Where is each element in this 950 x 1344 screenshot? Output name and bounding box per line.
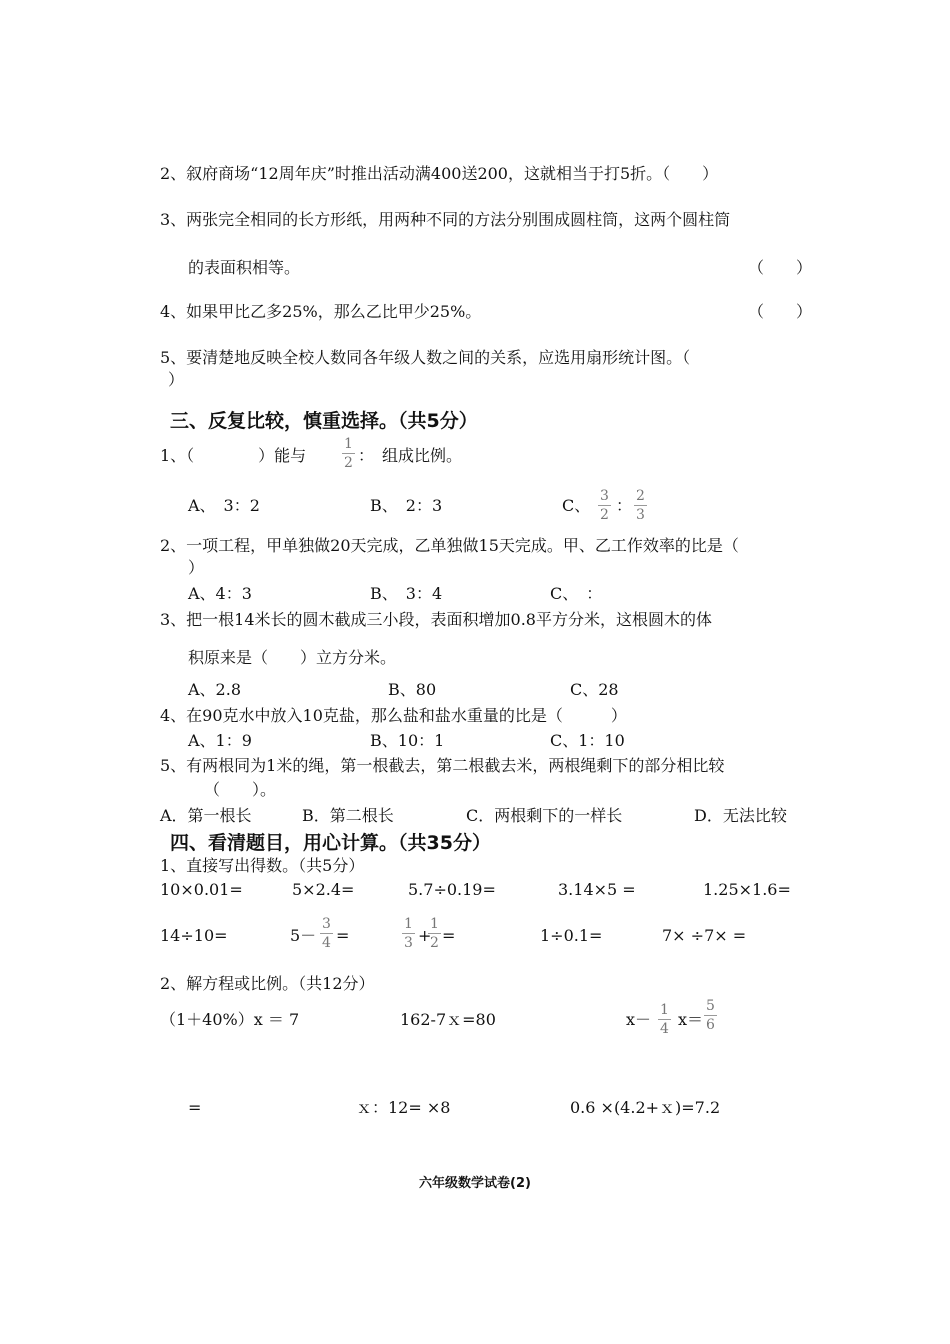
s3-q4-line: 4、在90克水中放入10克盐，那么盐和盐水重量的比是（ ） [160, 706, 627, 725]
section4-title: 四、看清题目，用心计算。（共35分） [170, 832, 491, 854]
frac-den: 4 [660, 1021, 669, 1037]
s3-q1-option-b[interactable]: B、 2：3 [370, 496, 443, 515]
s3-q5-option-a[interactable]: A．第一根长 [160, 806, 252, 825]
s3-q1-text-b: ： 组成比例。 [358, 446, 463, 465]
judge-q4-paren[interactable]: （ ） [748, 302, 813, 321]
calc-item: 10×0.01= [160, 880, 243, 899]
s3-q1-optc-colon: ： [616, 496, 633, 515]
equation-2: 162-7ｘ=80 [400, 1010, 496, 1029]
calc-item: 7× ÷7× = [662, 926, 747, 945]
s3-q3-line2: 积原来是（ ）立方分米。 [188, 648, 397, 667]
equation-3-mid: x＝ [678, 1010, 704, 1029]
frac-num: 5 [706, 998, 715, 1014]
frac-den: 3 [636, 507, 645, 523]
calc-c-fraction-1 [402, 916, 415, 951]
section3-title: 三、反复比较，慎重选择。（共5分） [170, 410, 478, 432]
s3-q3-line1: 3、把一根14米长的圆木截成三小段，表面积增加0.8平方分米，这根圆木的体 [160, 610, 712, 629]
s3-q2-option-a[interactable]: A、4：3 [188, 584, 252, 603]
s3-q4-option-c[interactable]: C、1：10 [550, 731, 625, 750]
s3-q1-option-c[interactable]: C、 [562, 496, 591, 515]
s3-q5-line2: （ ）。 [204, 780, 277, 799]
s3-q1-text-a: 1、（ ）能与 [160, 446, 307, 465]
fraction-bar [428, 933, 441, 934]
s3-q2-line1: 2、一项工程，甲单独做20天完成，乙单独做15天完成。甲、乙工作效率的比是（ [160, 536, 739, 555]
calc-c-fraction-2 [428, 916, 441, 951]
s3-q5-option-c[interactable]: C．两根剩下的一样长 [466, 806, 623, 825]
frac-den: 2 [430, 935, 439, 951]
equation-5: ｘ：12= ×8 [356, 1098, 451, 1117]
s3-q2-line2: ） [188, 558, 205, 577]
fraction-bar [634, 505, 647, 506]
judge-q4: 4、如果甲比乙多25%，那么乙比甲少25%。 [160, 302, 482, 321]
s3-q2-option-b[interactable]: B、 3：4 [370, 584, 443, 603]
calc-item: 1.25×1.6= [703, 880, 791, 899]
calc-item: 5×2.4= [292, 880, 355, 899]
fraction-bar [320, 933, 333, 934]
judge-q3-line2: 的表面积相等。 [188, 258, 301, 277]
s3-q1-frac-den: 2 [344, 455, 353, 471]
fraction-bar [598, 505, 611, 506]
calc-c-equals: = [442, 926, 456, 945]
fraction-bar [658, 1019, 671, 1020]
judge-q3-line1: 3、两张完全相同的长方形纸，用两种不同的方法分别围成圆柱筒，这两个圆柱筒 [160, 210, 731, 229]
frac-den: 6 [706, 1017, 715, 1033]
s3-q3-option-c[interactable]: C、28 [570, 680, 619, 699]
calc-c-plus: + [418, 926, 432, 945]
frac-den: 3 [404, 935, 413, 951]
judge-q2: 2、叙府商场“12周年庆”时推出活动满400送200，这就相当于打5折。（ ） [160, 164, 719, 183]
calc-item: 3.14×5 = [558, 880, 636, 899]
equation-3-fraction [658, 1002, 671, 1037]
equation-3-result-fraction [704, 998, 717, 1033]
calc-item: 1÷0.1= [540, 926, 603, 945]
s3-q4-option-b[interactable]: B、10：1 [370, 731, 445, 750]
calc-item: 5.7÷0.19= [408, 880, 496, 899]
s4-part2-title: 2、解方程或比例。（共12分） [160, 974, 375, 993]
frac-den: 2 [600, 507, 609, 523]
s3-q3-option-a[interactable]: A、2.8 [188, 680, 242, 699]
judge-q5-line2: ） [168, 370, 185, 389]
s3-q2-option-c[interactable]: C、 ： [550, 584, 603, 603]
judge-q3-paren[interactable]: （ ） [748, 258, 813, 277]
calc-item: 14÷10= [160, 926, 228, 945]
calc-b-fraction [320, 916, 333, 951]
equation-4: = [188, 1098, 202, 1117]
calc-item-b-prefix: 5－ [290, 926, 317, 945]
fraction-bar [704, 1015, 717, 1016]
s3-q1-frac-num: 1 [344, 436, 353, 452]
s3-q1-optc-fraction-2 [634, 488, 647, 523]
frac-num: 3 [322, 916, 331, 932]
fraction-bar [402, 933, 415, 934]
frac-num: 1 [404, 916, 413, 932]
s3-q4-option-a[interactable]: A、1：9 [188, 731, 252, 750]
equation-6: 0.6 ×(4.2+ｘ)=7.2 [570, 1098, 721, 1117]
s3-q3-option-b[interactable]: B、80 [388, 680, 437, 699]
calc-item-b-suffix: = [336, 926, 350, 945]
equation-3-prefix: x－ [626, 1010, 652, 1029]
s3-q1-fraction [342, 436, 355, 471]
frac-den: 4 [322, 935, 331, 951]
s3-q1-optc-fraction-1 [598, 488, 611, 523]
fraction-bar [342, 453, 355, 454]
frac-num: 1 [660, 1002, 669, 1018]
judge-q5-line1: 5、要清楚地反映全校人数同各年级人数之间的关系，应选用扇形统计图。（ [160, 348, 691, 367]
page-footer: 六年级数学试卷(2) [419, 1176, 531, 1191]
frac-num: 2 [636, 488, 645, 504]
s4-part1-title: 1、直接写出得数。（共5分） [160, 856, 365, 875]
s3-q5-line1: 5、有两根同为1米的绳，第一根截去，第二根截去米，两根绳剩下的部分相比较 [160, 756, 725, 775]
s3-q1-option-a[interactable]: A、 3：2 [188, 496, 260, 515]
equation-1: （1＋40%）x ＝ 7 [160, 1010, 300, 1029]
frac-num: 1 [430, 916, 439, 932]
frac-num: 3 [600, 488, 609, 504]
s3-q5-option-b[interactable]: B．第二根长 [302, 806, 394, 825]
s3-q5-option-d[interactable]: D．无法比较 [694, 806, 787, 825]
